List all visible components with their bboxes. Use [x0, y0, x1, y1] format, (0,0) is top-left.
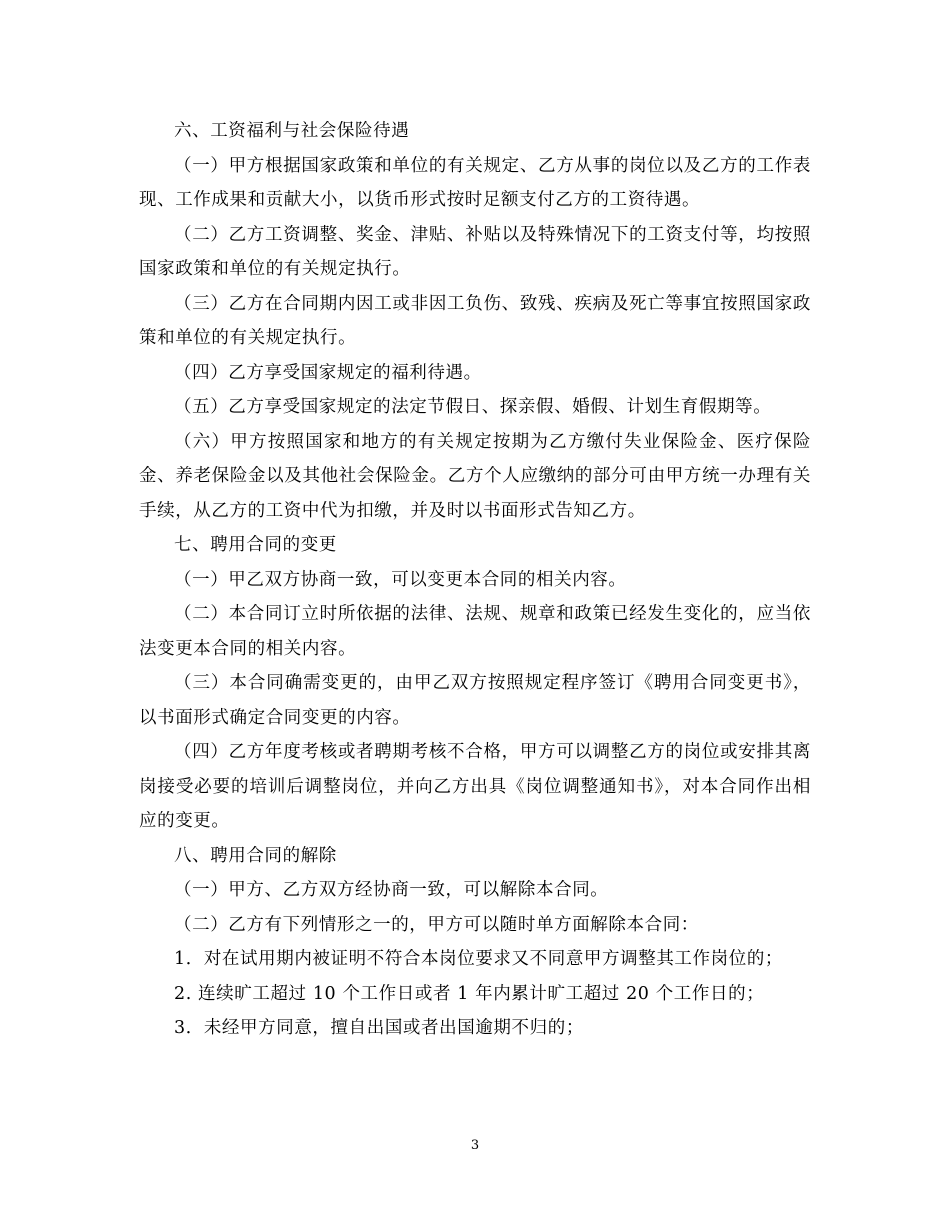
section-heading-wages-welfare: 六、工资福利与社会保险待遇: [174, 121, 410, 141]
page-number: 3: [470, 1138, 480, 1153]
section-heading-contract-change: 七、聘用合同的变更: [174, 535, 337, 555]
paragraph-holidays: （五）乙方享受国家规定的法定节假日、探亲假、婚假、计划生育假期等。: [174, 397, 772, 417]
paragraph-mutual-termination: （一）甲方、乙方双方经协商一致，可以解除本合同。: [174, 880, 609, 900]
paragraph-wage-payment: （一）甲方根据国家政策和单位的有关规定、乙方从事的岗位以及乙方的工作表现、工作成果和贡献大小，以货币形式按时足额支付乙方的工资待遇。: [139, 155, 811, 210]
paragraph-unilateral-termination: （二）乙方有下列情形之一的，甲方可以随时单方面解除本合同：: [174, 914, 699, 935]
paragraph-assessment-change: （四）乙方年度考核或者聘期考核不合格，甲方可以调整乙方的岗位或安排其离岗接受必要的培训后调整岗位，并向乙方出具《岗位调整通知书》，对本合同作出相应的变更。: [139, 742, 811, 831]
list-item-probation: 1．对在试用期内被证明不符合本岗位要求又不同意甲方调整其工作岗位的；: [174, 949, 784, 969]
list-item-absenteeism: 2. 连续旷工超过 10 个工作日或者 1 年内累计旷工超过 20 个工作日的；: [174, 983, 765, 1004]
paragraph-social-insurance: （六）甲方按照国家和地方的有关规定按期为乙方缴付失业保险金、医疗保险金、养老保险金以及其他社会保险金。乙方个人应缴纳的部分可由甲方统一办理有关手续，从乙方的工资中代为扣缴，并及时以书面形式告知乙方。: [139, 431, 811, 521]
section-heading-contract-termination: 八、聘用合同的解除: [174, 845, 337, 866]
paragraph-legal-change: （二）本合同订立时所依据的法律、法规、规章和政策已经发生变化的，应当依法变更本合同的相关内容。: [139, 604, 811, 659]
paragraph-change-procedure: （三）本合同确需变更的，由甲乙双方按照规定程序签订《聘用合同变更书》，以书面形式确定合同变更的内容。: [139, 673, 811, 728]
document-body: [139, 114, 811, 1046]
paragraph-welfare: （四）乙方享受国家规定的福利待遇。: [174, 362, 482, 383]
paragraph-mutual-change: （一）甲乙双方协商一致，可以变更本合同的相关内容。: [174, 569, 627, 590]
paragraph-injury-handling: （三）乙方在合同期内因工或非因工负伤、致残、疾病及死亡等事宜按照国家政策和单位的有关规定执行。: [139, 293, 811, 348]
paragraph-wage-adjustment: （二）乙方工资调整、奖金、津贴、补贴以及特殊情况下的工资支付等，均按照国家政策和单位的有关规定执行。: [139, 224, 811, 279]
list-item-unauthorized-travel: 3．未经甲方同意，擅自出国或者出国逾期不归的；: [174, 1018, 584, 1038]
